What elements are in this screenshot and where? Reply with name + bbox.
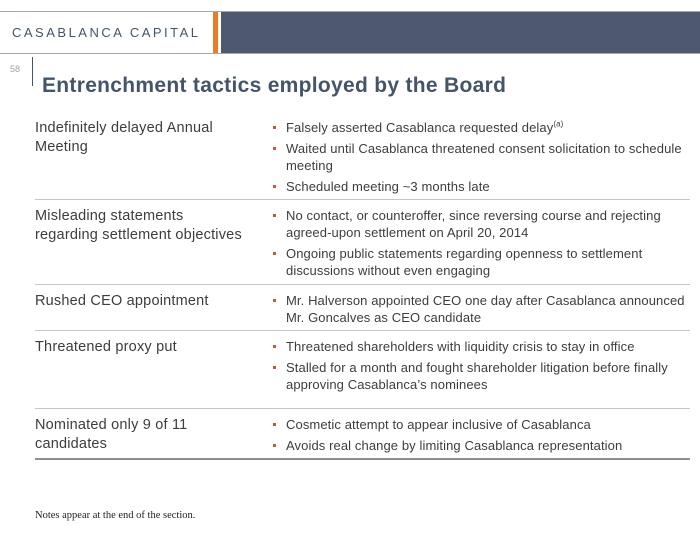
bullet-icon [273, 185, 276, 188]
row-bullets [270, 414, 690, 458]
row-bullets [270, 117, 690, 199]
bullet-icon [273, 444, 276, 447]
row-header: Misleading statements regarding settlement objectives [35, 208, 242, 243]
list-item [270, 416, 690, 433]
row-bullets [270, 336, 690, 408]
footnote-marker: (a) [553, 119, 564, 129]
bullet-text [286, 119, 563, 136]
list-item [270, 207, 690, 241]
list-item [270, 245, 690, 279]
bullet-text: Mr. Halverson appointed CEO one day after Casablanca announced Mr. Goncalves as CEO candidate [286, 293, 685, 325]
bullet-text: Stalled for a month and fought shareholder litigation before finally approving Casablanca’s nominees [286, 360, 668, 392]
bullet-text: Avoids real change by limiting Casablanca representation [286, 438, 623, 453]
list-item [270, 178, 690, 195]
list-item [270, 359, 690, 393]
brand-logo: CASABLANCA CAPITAL [12, 25, 201, 40]
bullet-text: No contact, or counteroffer, since reversing course and rejecting agreed-upon settlement on April 20, 2014 [286, 208, 661, 240]
row-header: Threatened proxy put [35, 339, 177, 355]
list-item [270, 119, 690, 136]
list-item [270, 140, 690, 174]
title-divider [32, 57, 33, 86]
table-row [35, 409, 690, 460]
list-item [270, 292, 690, 326]
page-title: Entrenchment tactics employed by the Board [42, 74, 507, 97]
list-item [270, 338, 690, 355]
bullet-icon [273, 345, 276, 348]
row-header: Rushed CEO appointment [35, 293, 209, 309]
header-bottom-rule [0, 53, 700, 54]
header-bar [221, 12, 700, 53]
bullet-text: Ongoing public statements regarding openness to settlement discussions without even engaging [286, 246, 643, 278]
bullet-icon [273, 423, 276, 426]
bullet-icon [273, 252, 276, 255]
bullet-text: Threatened shareholders with liquidity crisis to stay in office [286, 339, 635, 354]
bullet-icon [273, 214, 276, 217]
bullet-text: Scheduled meeting ~3 months late [286, 179, 490, 194]
bullet-text-main: Falsely asserted Casablanca requested delay [286, 120, 554, 135]
tactics-table [35, 112, 690, 460]
footnote: Notes appear at the end of the section. [35, 510, 196, 521]
row-header: Indefinitely delayed Annual Meeting [35, 120, 213, 155]
table-row [35, 285, 690, 331]
bullet-icon [273, 299, 276, 302]
table-row [35, 112, 690, 200]
list-item [270, 437, 690, 454]
bullet-text: Waited until Casablanca threatened consent solicitation to schedule meeting [286, 141, 682, 173]
table-row [35, 200, 690, 285]
row-bullets [270, 205, 690, 284]
bullet-text: Cosmetic attempt to appear inclusive of Casablanca [286, 417, 591, 432]
bullet-icon [273, 147, 276, 150]
bullet-icon [273, 366, 276, 369]
table-row [35, 331, 690, 409]
bullet-icon [273, 126, 276, 129]
accent-stripe [213, 12, 218, 53]
row-bullets [270, 290, 690, 330]
row-header: Nominated only 9 of 11 candidates [35, 417, 188, 452]
page-number: 58 [10, 64, 21, 74]
